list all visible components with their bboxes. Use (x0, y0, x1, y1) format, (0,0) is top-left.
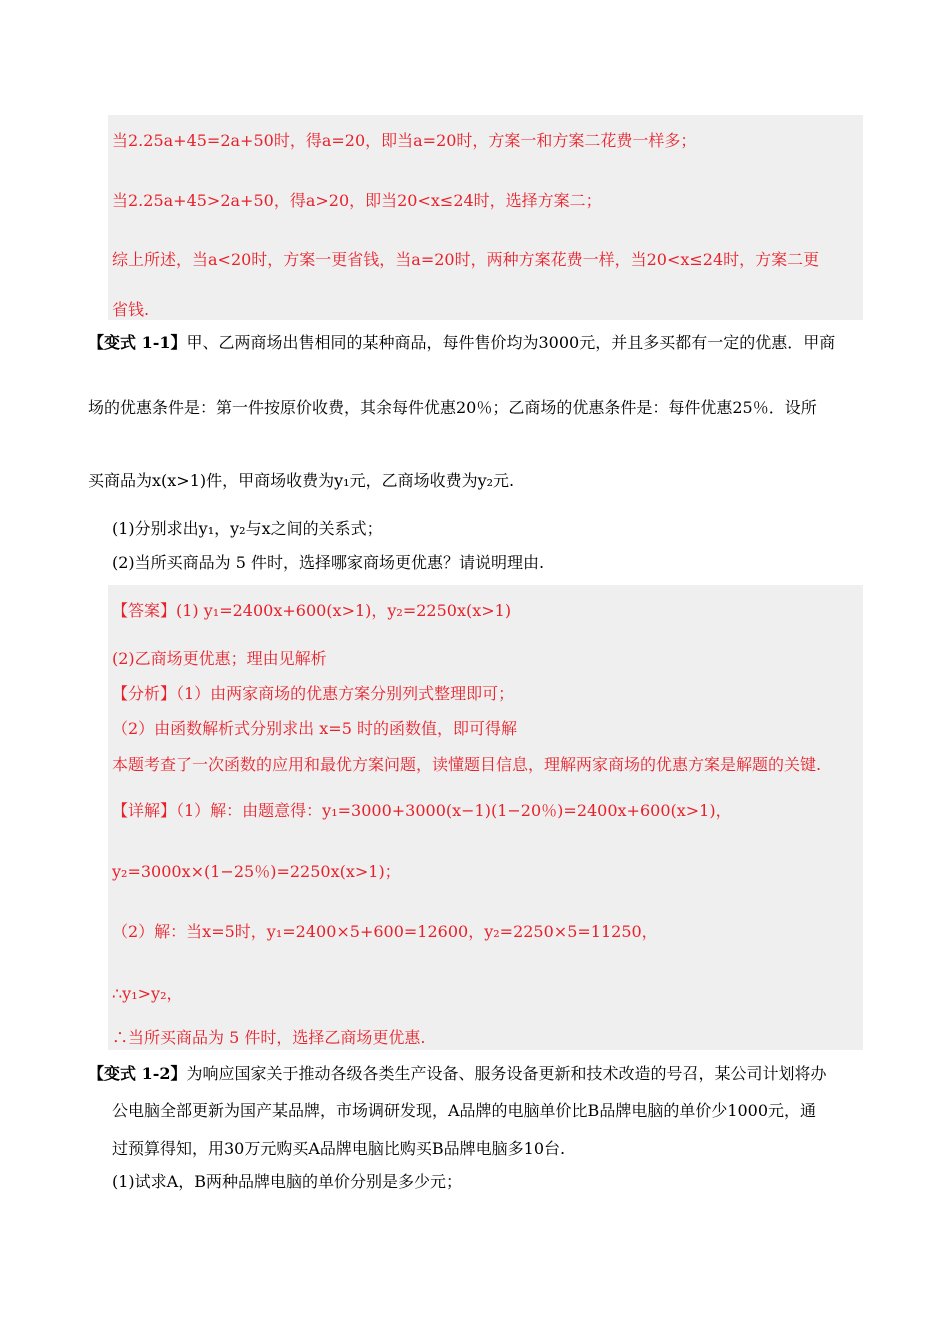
problem-1-2-line-2: 公电脑全部更新为国产某品牌，市场调研发现，A品牌的电脑单价比B品牌电脑的单价少1000元，通 (112, 1101, 817, 1120)
problem-1-1-line-2: 场的优惠条件是：第一件按原价收费，其余每件优惠20％；乙商场的优惠条件是：每件优惠25％．设所 (88, 398, 817, 417)
prev-solution-line-1: 当2.25a+45=2a+50时，得a=20，即当a=20时，方案一和方案二花费一样多； (112, 131, 697, 150)
problem-1-1-tag: 【变式 1-1】 (88, 333, 187, 352)
analysis-line-3: 本题考查了一次函数的应用和最优方案问题，读懂题目信息，理解两家商场的优惠方案是解题的关键. (112, 755, 822, 774)
problem-1-1-text-1: 甲、乙两商场出售相同的某种商品，每件售价均为3000元，并且多买都有一定的优惠．甲商 (186, 333, 836, 352)
analysis-line-2: （2）由函数解析式分别求出 x=5 时的函数值，即可得解 (112, 719, 517, 738)
detail-line-5: ∴当所买商品为 5 件时，选择乙商场更优惠. (112, 1028, 426, 1047)
answer-line-1: 【答案】(1) y₁=2400x+600(x>1)，y₂=2250x(x>1) (112, 601, 512, 620)
problem-1-1-question-2: (2)当所买商品为 5 件时，选择哪家商场更优惠？请说明理由. (112, 553, 545, 572)
detail-line-3: （2）解：当x=5时，y₁=2400×5+600=12600，y₂=2250×5=11250， (112, 922, 658, 941)
problem-1-2-tag: 【变式 1-2】 (88, 1064, 187, 1083)
problem-1-1-line-3: 买商品为x(x>1)件，甲商场收费为y₁元，乙商场收费为y₂元. (88, 471, 515, 490)
problem-1-1-question-1: (1)分别求出y₁，y₂与x之间的关系式； (112, 519, 383, 538)
problem-1-2-line-1 (88, 1062, 827, 1086)
prev-solution-line-2: 当2.25a+45>2a+50，得a>20，即当20<x≤24时，选择方案二； (112, 191, 602, 210)
problem-1-2-question-1: (1)试求A，B两种品牌电脑的单价分别是多少元； (112, 1172, 462, 1191)
analysis-line-1: 【分析】（1）由两家商场的优惠方案分别列式整理即可； (112, 684, 515, 703)
prev-solution-line-3: 综上所述，当a<20时，方案一更省钱，当a=20时，两种方案花费一样，当20<x≤24时，方案二更 (112, 250, 820, 269)
problem-1-2-text-1: 为响应国家关于推动各级各类生产设备、服务设备更新和技术改造的号召，某公司计划将办 (186, 1064, 827, 1083)
detail-line-1: 【详解】（1）解：由题意得：y₁=3000+3000(x−1)(1−20％)=2400x+600(x>1)， (112, 801, 732, 820)
answer-line-2: (2)乙商场更优惠；理由见解析 (112, 649, 327, 668)
detail-line-2: y₂=3000x×(1−25％)=2250x(x>1)； (112, 862, 401, 881)
detail-line-4: ∴y₁>y₂， (112, 984, 183, 1003)
problem-1-2-line-3: 过预算得知，用30万元购买A品牌电脑比购买B品牌电脑多10台. (112, 1139, 566, 1158)
prev-solution-line-4: 省钱. (112, 300, 150, 319)
problem-1-1-line-1 (88, 331, 835, 355)
